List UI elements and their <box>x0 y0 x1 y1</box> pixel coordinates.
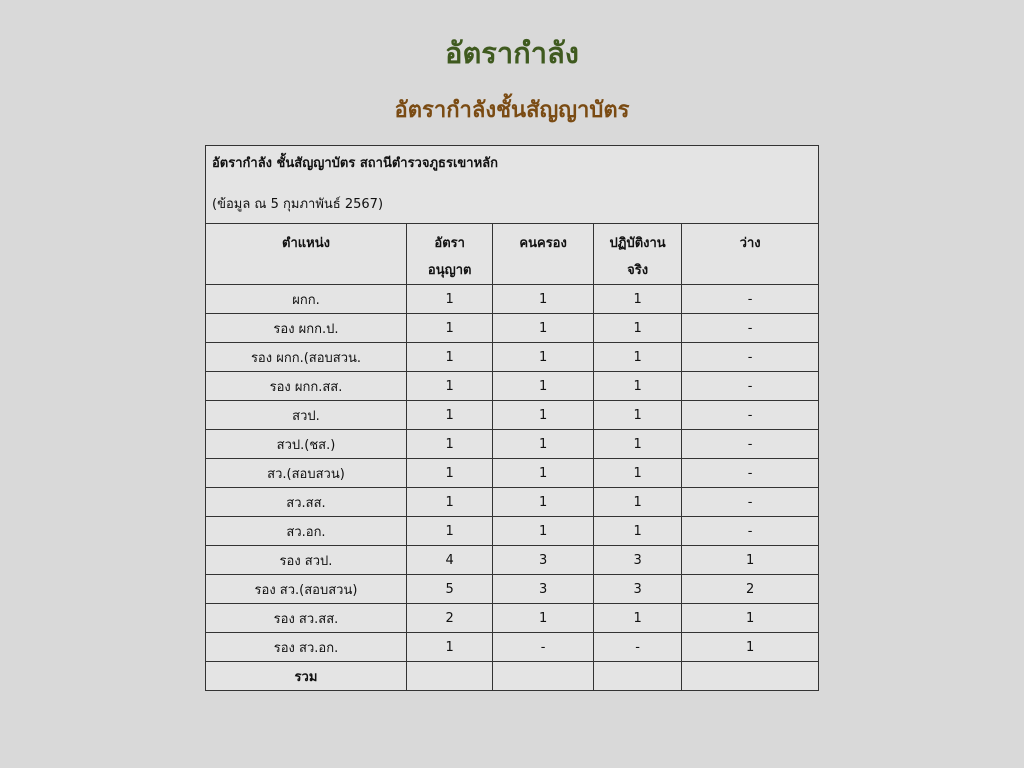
table-row <box>206 604 819 633</box>
total-value-cell <box>682 662 819 691</box>
value-cell: 1 <box>593 430 681 459</box>
total-row <box>206 662 819 691</box>
position-cell: รอง สวป. <box>206 546 407 575</box>
value-cell: 1 <box>593 314 681 343</box>
value-cell: - <box>593 633 681 662</box>
column-header <box>206 224 407 285</box>
value-cell: - <box>682 343 819 372</box>
position-cell: สวป.(ชส.) <box>206 430 407 459</box>
table-caption <box>206 146 819 224</box>
value-cell: 1 <box>593 343 681 372</box>
value-cell: 1 <box>493 401 593 430</box>
value-cell: - <box>682 517 819 546</box>
value-cell: 1 <box>682 604 819 633</box>
value-cell: 1 <box>406 430 492 459</box>
table-row <box>206 314 819 343</box>
value-cell: 1 <box>406 285 492 314</box>
table-row <box>206 285 819 314</box>
value-cell: 3 <box>593 546 681 575</box>
value-cell: - <box>682 401 819 430</box>
column-header-label: ว่าง <box>739 236 761 251</box>
total-value-cell <box>593 662 681 691</box>
table-row <box>206 401 819 430</box>
table-row <box>206 343 819 372</box>
table-row <box>206 372 819 401</box>
value-cell: 1 <box>406 372 492 401</box>
value-cell: 1 <box>406 488 492 517</box>
value-cell: - <box>682 372 819 401</box>
position-cell: สว.อก. <box>206 517 407 546</box>
position-cell: รอง ผกก.ป. <box>206 314 407 343</box>
value-cell: 1 <box>493 285 593 314</box>
value-cell: 2 <box>406 604 492 633</box>
value-cell: 1 <box>493 430 593 459</box>
column-header-label: ตำแหน่ง <box>282 236 330 251</box>
value-cell: 1 <box>493 459 593 488</box>
value-cell: 3 <box>493 546 593 575</box>
value-cell: 1 <box>493 343 593 372</box>
staffing-table <box>205 145 819 691</box>
table-row <box>206 488 819 517</box>
position-cell: สว.(สอบสวน) <box>206 459 407 488</box>
table-caption-title: อัตรากำลัง ชั้นสัญญาบัตร สถานีตำรวจภูธรเขาหลัก <box>212 156 498 171</box>
value-cell: 1 <box>682 633 819 662</box>
table-row <box>206 575 819 604</box>
table-row <box>206 633 819 662</box>
value-cell: - <box>682 430 819 459</box>
table-header-row <box>206 224 819 285</box>
total-label: รวม <box>206 662 407 691</box>
table-caption-date: (ข้อมูล ณ 5 กุมภาพันธ์ 2567) <box>212 197 384 212</box>
position-cell: สวป. <box>206 401 407 430</box>
position-cell: ผกก. <box>206 285 407 314</box>
position-cell: รอง สว.สส. <box>206 604 407 633</box>
column-header-label: ปฏิบัติงาน จริง <box>609 236 666 278</box>
value-cell: 3 <box>493 575 593 604</box>
position-cell: รอง ผกก.สส. <box>206 372 407 401</box>
value-cell: 3 <box>593 575 681 604</box>
value-cell: 1 <box>406 459 492 488</box>
table-caption-row <box>206 146 819 224</box>
value-cell: 1 <box>493 604 593 633</box>
value-cell: 1 <box>406 343 492 372</box>
value-cell: 1 <box>493 488 593 517</box>
position-cell: สว.สส. <box>206 488 407 517</box>
column-header <box>493 224 593 285</box>
value-cell: 1 <box>593 285 681 314</box>
value-cell: 1 <box>406 633 492 662</box>
value-cell: 5 <box>406 575 492 604</box>
value-cell: 1 <box>593 488 681 517</box>
value-cell: 1 <box>406 517 492 546</box>
column-header <box>682 224 819 285</box>
table-row <box>206 517 819 546</box>
column-header-label: คนครอง <box>519 236 567 251</box>
column-header <box>593 224 681 285</box>
table-row <box>206 459 819 488</box>
position-cell: รอง ผกก.(สอบสวน. <box>206 343 407 372</box>
value-cell: 1 <box>593 372 681 401</box>
total-value-cell <box>406 662 492 691</box>
value-cell: 1 <box>593 517 681 546</box>
value-cell: 1 <box>406 401 492 430</box>
page-title: อัตรากำลัง <box>445 36 579 70</box>
total-value-cell <box>493 662 593 691</box>
value-cell: 1 <box>493 372 593 401</box>
value-cell: 1 <box>593 401 681 430</box>
position-cell: รอง สว.(สอบสวน) <box>206 575 407 604</box>
table-row <box>206 430 819 459</box>
value-cell: - <box>682 285 819 314</box>
column-header <box>406 224 492 285</box>
position-cell: รอง สว.อก. <box>206 633 407 662</box>
value-cell: 1 <box>593 459 681 488</box>
table-row <box>206 546 819 575</box>
value-cell: 1 <box>406 314 492 343</box>
value-cell: - <box>682 488 819 517</box>
value-cell: 1 <box>593 604 681 633</box>
value-cell: 2 <box>682 575 819 604</box>
value-cell: - <box>682 459 819 488</box>
value-cell: 1 <box>682 546 819 575</box>
value-cell: - <box>493 633 593 662</box>
page-subtitle: อัตรากำลังชั้นสัญญาบัตร <box>394 98 630 123</box>
column-header-label: อัตรา อนุญาต <box>427 236 472 278</box>
value-cell: - <box>682 314 819 343</box>
value-cell: 1 <box>493 314 593 343</box>
value-cell: 4 <box>406 546 492 575</box>
value-cell: 1 <box>493 517 593 546</box>
